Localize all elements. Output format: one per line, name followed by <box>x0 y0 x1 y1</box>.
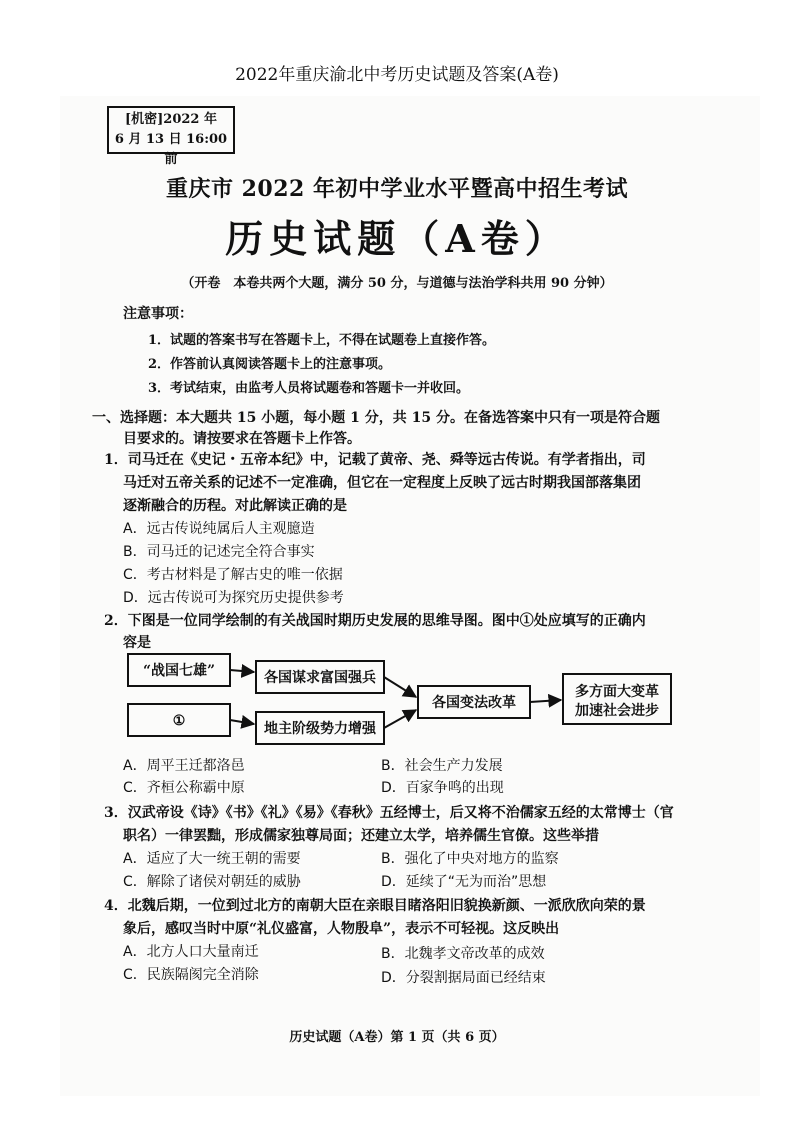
q4-option-a: A．北方人口大量南迁 <box>123 944 259 960</box>
exam-title: 重庆市 2022 年初中学业水平暨高中招生考试 <box>165 176 629 202</box>
notes-heading: 注意事项： <box>123 306 193 322</box>
mindmap-text-3: ① <box>172 713 186 729</box>
confidential-line-2: 6 月 13 日 16:00 前 <box>114 132 228 167</box>
note-item: 3．考试结束，由监考人员将试题卷和答题卡一并收回。 <box>148 381 470 396</box>
question-4-line: 象后，感叹当时中原“礼仪盛富，人物殷阜”，表示不可轻视。这反映出 <box>123 921 560 937</box>
q2-option-c: C．齐桓公称霸中原 <box>123 780 245 796</box>
mindmap-text-6b: 加速社会进步 <box>575 703 659 719</box>
q1-option-d: D．远古传说可为探究历史提供参考 <box>123 590 344 606</box>
exam-info: （开卷 本卷共两个大题，满分 50 分，与道德与法治学科共用 90 分钟） <box>181 276 613 291</box>
note-item: 1．试题的答案书写在答题卡上，不得在试题卷上直接作答。 <box>148 333 496 348</box>
q4-option-d: D．分裂割据局面已经结束 <box>381 970 546 986</box>
q2-option-b: B．社会生产力发展 <box>381 758 503 774</box>
q3-option-a: A．适应了大一统王朝的需要 <box>123 851 301 867</box>
question-4-line: 4．北魏后期，一位到过北方的南朝大臣在亲眼目睹洛阳旧貌换新颜、一派欣欣向荣的景 <box>104 898 646 914</box>
arrow-3 <box>384 677 416 697</box>
section-heading-cont: 目要求的。请按要求在答题卡上作答。 <box>123 431 361 447</box>
question-1-line: 马迁对五帝关系的记述不一定准确，但它在一定程度上反映了远古时期我国部落集团 <box>123 475 641 491</box>
note-item: 2．作答前认真阅读答题卡上的注意事项。 <box>148 357 392 372</box>
q1-option-c: C．考古材料是了解古史的唯一依据 <box>123 567 343 583</box>
q3-option-b: B．强化了中央对地方的监察 <box>381 851 559 867</box>
q1-option-b: B．司马迁的记述完全符合事实 <box>123 544 315 560</box>
q1-option-a: A．远古传说纯属后人主观臆造 <box>123 521 315 537</box>
arrow-4 <box>384 710 416 728</box>
section-heading: 一、选择题：本大题共 15 小题，每小题 1 分，共 15 分。在备选答案中只有一项是符合题 <box>92 410 660 426</box>
mindmap-text-2: 各国谋求富国强兵 <box>264 670 376 686</box>
page-title: 2022年重庆渝北中考历史试题及答案(A卷) <box>235 65 559 85</box>
q3-option-c: C．解除了诸侯对朝廷的威胁 <box>123 874 301 890</box>
mindmap-text-5: 各国变法改革 <box>432 695 516 711</box>
arrow-2 <box>230 720 254 724</box>
page-footer: 历史试题（A卷）第 1 页（共 6 页） <box>289 1030 505 1045</box>
question-3-line: 3．汉武帝设《诗》《书》《礼》《易》《春秋》五经博士，后又将不治儒家五经的太常博士（官 <box>104 805 674 821</box>
mindmap-text-4: 地主阶级势力增强 <box>264 721 376 737</box>
question-1-line: 逐渐融合的历程。对此解读正确的是 <box>123 498 347 514</box>
q4-option-c: C．民族隔阂完全消除 <box>123 967 259 983</box>
q3-option-d: D．延续了“无为而治”思想 <box>381 874 547 890</box>
question-2-line: 2．下图是一位同学绘制的有关战国时期历史发展的思维导图。图中①处应填写的正确内 <box>104 613 646 629</box>
q2-option-d: D．百家争鸣的出现 <box>381 780 504 796</box>
mindmap-text-6a: 多方面大变革 <box>575 684 659 700</box>
arrow-1 <box>230 670 254 672</box>
subject-title: 历史试题（A卷） <box>225 216 569 261</box>
confidential-line-1: [机密]2022 年 <box>124 112 217 127</box>
q2-option-a: A．周平王迁都洛邑 <box>123 758 245 774</box>
question-3-line: 职名）一律罢黜，形成儒家独尊局面；还建立太学，培养儒生官僚。这些举措 <box>123 828 599 844</box>
arrow-5 <box>530 700 561 702</box>
mindmap-text-1: “战国七雄” <box>142 663 216 679</box>
question-1-line: 1．司马迁在《史记・五帝本纪》中，记载了黄帝、尧、舜等远古传说。有学者指出，司 <box>104 452 646 468</box>
q4-option-b: B．北魏孝文帝改革的成效 <box>381 946 545 962</box>
question-2-line: 容是 <box>123 635 151 651</box>
